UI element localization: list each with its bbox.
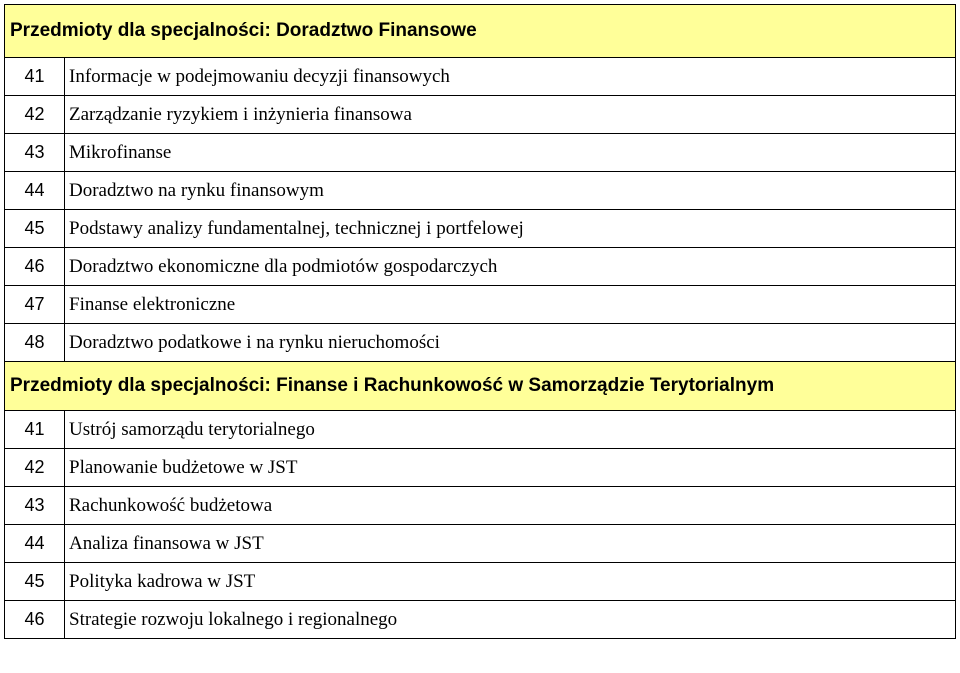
row-number: 45 [5, 210, 65, 248]
row-number: 44 [5, 525, 65, 563]
table-row [5, 563, 956, 601]
row-number: 41 [5, 58, 65, 96]
section-header-row [5, 5, 956, 58]
subjects-table [4, 4, 956, 639]
section-header: Przedmioty dla specjalności: Doradztwo Finansowe [5, 5, 956, 58]
table-row [5, 525, 956, 563]
section-header: Przedmioty dla specjalności: Finanse i Rachunkowość w Samorządzie Terytorialnym [5, 362, 956, 411]
table-row [5, 248, 956, 286]
row-number: 43 [5, 134, 65, 172]
table-row [5, 487, 956, 525]
subject-name: Doradztwo na rynku finansowym [65, 172, 956, 210]
subject-name: Rachunkowość budżetowa [65, 487, 956, 525]
subject-name: Informacje w podejmowaniu decyzji finansowych [65, 58, 956, 96]
row-number: 41 [5, 411, 65, 449]
table-row [5, 58, 956, 96]
table-row [5, 411, 956, 449]
row-number: 43 [5, 487, 65, 525]
subject-name: Doradztwo podatkowe i na rynku nieruchomości [65, 324, 956, 362]
row-number: 42 [5, 96, 65, 134]
row-number: 47 [5, 286, 65, 324]
row-number: 42 [5, 449, 65, 487]
subject-name: Strategie rozwoju lokalnego i regionalnego [65, 601, 956, 639]
subject-name: Polityka kadrowa w JST [65, 563, 956, 601]
table-row [5, 286, 956, 324]
table-row [5, 449, 956, 487]
subject-name: Podstawy analizy fundamentalnej, technicznej i portfelowej [65, 210, 956, 248]
subject-name: Mikrofinanse [65, 134, 956, 172]
subject-name: Planowanie budżetowe w JST [65, 449, 956, 487]
section-header-row [5, 362, 956, 411]
row-number: 48 [5, 324, 65, 362]
table-row [5, 134, 956, 172]
subject-name: Zarządzanie ryzykiem i inżynieria finansowa [65, 96, 956, 134]
subjects-table-body [5, 5, 956, 639]
table-row [5, 172, 956, 210]
table-row [5, 601, 956, 639]
subject-name: Ustrój samorządu terytorialnego [65, 411, 956, 449]
table-row [5, 210, 956, 248]
row-number: 44 [5, 172, 65, 210]
table-row [5, 96, 956, 134]
table-row [5, 324, 956, 362]
subject-name: Doradztwo ekonomiczne dla podmiotów gospodarczych [65, 248, 956, 286]
subject-name: Analiza finansowa w JST [65, 525, 956, 563]
row-number: 46 [5, 601, 65, 639]
row-number: 46 [5, 248, 65, 286]
subject-name: Finanse elektroniczne [65, 286, 956, 324]
row-number: 45 [5, 563, 65, 601]
